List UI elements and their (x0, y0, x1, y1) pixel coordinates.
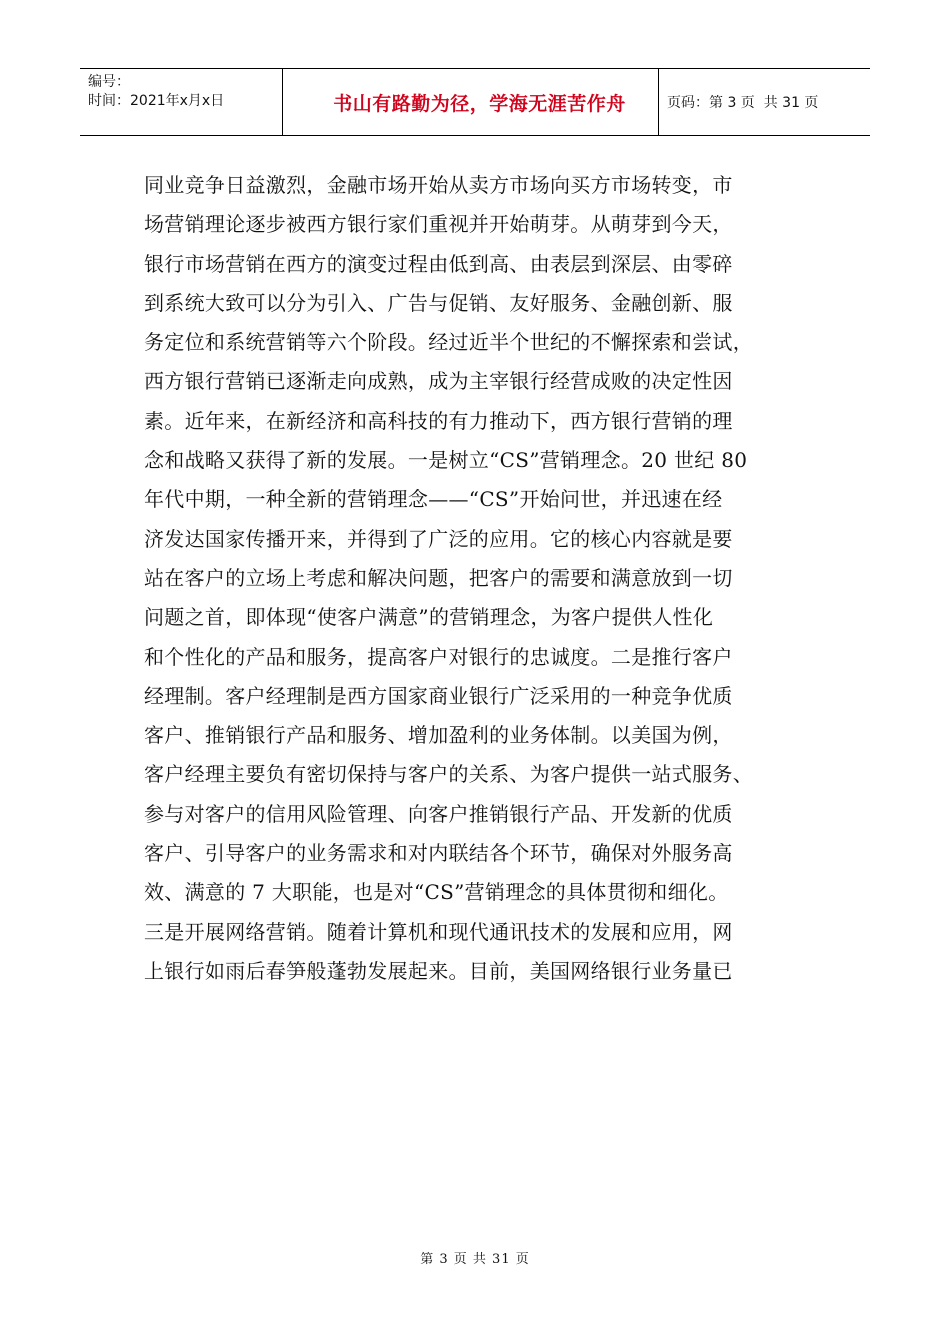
page-footer: 第 3 页 共 31 页 (420, 1252, 530, 1267)
body-line: 念和战略又获得了新的发展。一是树立“CS”营销理念。20 世纪 80 (144, 448, 748, 473)
body-line: 问题之首，即体现“使客户满意”的营销理念，为客户提供人性化 (144, 605, 714, 630)
body-line: 素。近年来，在新经济和高科技的有力推动下，西方银行营销的理 (144, 408, 733, 433)
body-line: 场营销理论逐步被西方银行家们重视并开始萌芽。从萌芽到今天， (144, 212, 733, 237)
document-body (144, 166, 824, 991)
header-motto: 书山有路勤为径，学海无涯苦作舟 (333, 92, 626, 115)
body-line: 经理制。客户经理制是西方国家商业银行广泛采用的一种竞争优质 (144, 683, 733, 708)
document-time-label: 时间：2021年x月x日 (88, 93, 225, 109)
header-meta-cell (80, 69, 283, 135)
body-line: 务定位和系统营销等六个阶段。经过近半个世纪的不懈探索和尝试， (144, 330, 753, 355)
body-line: 客户经理主要负有密切保持与客户的关系、为客户提供一站式服务、 (144, 762, 753, 787)
body-line: 到系统大致可以分为引入、广告与促销、友好服务、金融创新、服 (144, 290, 733, 315)
body-line: 效、满意的 7 大职能，也是对“CS”营销理念的具体贯彻和细化。 (144, 880, 729, 905)
body-line: 西方银行营销已逐渐走向成熟，成为主宰银行经营成败的决定性因 (144, 369, 733, 394)
body-line: 上银行如雨后春笋般蓬勃发展起来。目前，美国网络银行业务量已 (144, 958, 733, 983)
document-number-label: 编号： (88, 74, 130, 90)
body-line: 济发达国家传播开来，并得到了广泛的应用。它的核心内容就是要 (144, 526, 733, 551)
body-line: 三是开展网络营销。随着计算机和现代通讯技术的发展和应用，网 (144, 919, 733, 944)
header-page-info: 页码：第 3 页 共 31 页 (667, 95, 819, 111)
document-header (80, 68, 870, 136)
body-line: 和个性化的产品和服务，提高客户对银行的忠诚度。二是推行客户 (144, 644, 733, 669)
header-motto-cell (283, 69, 659, 135)
body-line: 银行市场营销在西方的演变过程由低到高、由表层到深层、由零碎 (144, 251, 733, 276)
body-line: 客户、推销银行产品和服务、增加盈利的业务体制。以美国为例， (144, 723, 733, 748)
body-line: 同业竞争日益激烈，金融市场开始从卖方市场向买方市场转变，市 (144, 173, 733, 197)
body-line: 年代中期，一种全新的营销理念——“CS”开始问世，并迅速在经 (144, 487, 723, 512)
body-line: 客户、引导客户的业务需求和对内联结各个环节，确保对外服务高 (144, 841, 733, 866)
body-line: 参与对客户的信用风险管理、向客户推销银行产品、开发新的优质 (144, 801, 733, 826)
body-line: 站在客户的立场上考虑和解决问题，把客户的需要和满意放到一切 (144, 565, 733, 590)
